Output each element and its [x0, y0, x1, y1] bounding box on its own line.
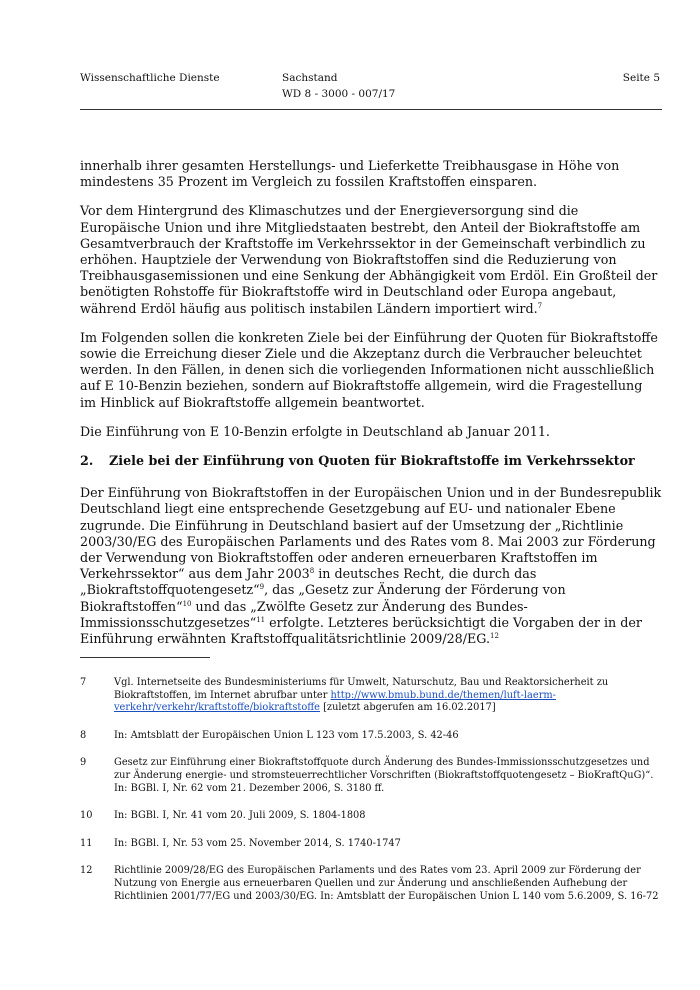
paragraph-4: Die Einführung von E 10-Benzin erfolgte in Deutschland ab Januar 2011.	[80, 423, 550, 439]
main-text	[80, 158, 662, 660]
footnote-number: 10	[80, 810, 93, 822]
footnote-item	[80, 677, 662, 715]
footnote-text-tail: [zuletzt abgerufen am 16.02.2017]	[319, 702, 496, 714]
footnote-link[interactable]: http://www.bmub.bund.de/themen/luft-laerm-verkehr/verkehr/kraftstoffe/biokraftstoffe	[114, 689, 556, 714]
header-doc-number: WD 8 - 3000 - 007/17	[282, 88, 396, 100]
footnote-item	[80, 730, 662, 743]
footnote-ref-7[interactable]: 7	[537, 301, 543, 310]
footnote-number: 11	[80, 837, 93, 849]
footnote-text: In: BGBl. I, Nr. 53 vom 25. November 2014, S. 1740-1747	[114, 837, 401, 849]
section-title: Ziele bei der Einführung von Quoten für Biokraftstoffe im Verkehrssektor	[109, 453, 635, 469]
footnote-item	[80, 810, 662, 823]
paragraph-5	[80, 485, 662, 647]
header-divider	[80, 109, 662, 110]
paragraph-5-text-e: erfolgte. Letzteres berücksichtigt die Vorgaben der in der Einführung erwähnten Kraftstoffqualitätsrichtlinie 2009/28/EG.	[80, 614, 642, 647]
footnote-text	[114, 677, 662, 715]
footnote-text: In: BGBl. I, Nr. 41 vom 20. Juli 2009, S. 1804-1808	[114, 810, 366, 822]
paragraph-1: innerhalb ihrer gesamten Herstellungs- und Lieferkette Treibhausgase in Höhe von mindestens 35 Prozent im Vergleich zu fossilen Kraftstoffen einsparen.	[80, 158, 620, 190]
footnote-text: In: Amtsblatt der Europäischen Union L 123 vom 17.5.2003, S. 42-46	[114, 729, 459, 741]
footnote-item	[80, 865, 662, 903]
footnote-ref-12[interactable]: 12	[490, 631, 499, 640]
paragraph-5-text-a: Der Einführung von Biokraftstoffen in der Europäischen Union und in der Bundesrepublik Deutschland liegt eine entsprechende Gesetzgebung auf EU- und nationaler Ebene zugrunde. Die Einführung in Deutschland basiert auf der Umsetzung der „Richtlinie 2003/30/EG des Europäischen Parlaments und des Rates vom 8. Mai 2003 zur Förderung der Verwendung von Biokraftstoffen oder anderen erneuerbaren Kraftstoffen im Verkehrssektor“ aus dem Jahr 2003	[80, 485, 662, 582]
footnote-number: 9	[80, 757, 87, 769]
header-institution: Wissenschaftliche Dienste	[80, 72, 220, 84]
paragraph-2-text: Vor dem Hintergrund des Klimaschutzes und der Energieversorgung sind die Europäische Union und ihre Mitgliedstaaten bestrebt, den Anteil der Biokraftstoffe am Gesamtverbrauch der Kraftstoffe im Verkehrssektor in der Gemeinschaft verbindlich zu erhöhen. Hauptziele der Verwendung von Biokraftstoffen sind die Reduzierung von Treibhausgasemissionen und eine Senkung der Abhängigkeit vom Erdöl. Ein Großteil der benötigten Rohstoffe für Biokraftstoffe wird in Deutschland oder Europa angebaut, während Erdöl häufig aus politisch instabilen Ländern importiert wird.	[80, 203, 658, 316]
footnote-number: 8	[80, 729, 87, 741]
section-number: 2.	[80, 453, 94, 469]
footnote-number: 7	[80, 677, 87, 688]
paragraph-3: Im Folgenden sollen die konkreten Ziele bei der Einführung der Quoten für Biokraftstoffe sowie die Erreichung dieser Ziele und die Akzeptanz durch die Verbraucher beleuchtet werden. In den Fällen, in denen sich die vorliegenden Informationen nicht ausschließlich auf E 10-Benzin beziehen, sondern auf Biokraftstoffe allgemein, wird die Fragestellung im Hinblick auf Biokraftstoffe allgemein beantwortet.	[80, 329, 658, 410]
section-heading	[80, 453, 662, 469]
footnote-item	[80, 838, 662, 851]
footnote-ref-11[interactable]: 11	[256, 615, 266, 624]
footnote-text-lead: Vgl. Internetseite des Bundesministeriums für Umwelt, Naturschutz, Bau und Reaktorsicherheit zu Biokraftstoffen, im Internet abrufbar unter	[114, 677, 609, 701]
footnote-item	[80, 757, 662, 795]
footnote-ref-10[interactable]: 10	[182, 599, 192, 608]
footnote-divider	[80, 657, 210, 658]
footnote-text: Gesetz zur Einführung einer Biokraftstoffquote durch Änderung des Bundes-Immissionsschutzgesetzes und zur Änderung energie- und stromsteuerrechtlicher Vorschriften (Biokraftstoffquotengesetz – BioKraftQuG)“. In: BGBl. I, Nr. 62 vom 21. Dezember 2006, S. 3180 ff.	[114, 757, 654, 794]
footnotes	[80, 677, 662, 918]
footnote-ref-9[interactable]: 9	[259, 583, 265, 592]
footnote-text: Richtlinie 2009/28/EG des Europäischen Parlaments und des Rates vom 23. April 2009 zur Förderung der Nutzung von Energie aus erneuerbaren Quellen und zur Änderung und anschließenden Aufhebung der Richtlinien 2001/77/EG und 2003/30/EG. In: Amtsblatt der Europäischen Union L 140 vom 5.6.2009, S. 16-72	[114, 865, 659, 902]
header-page-number: Seite 5	[622, 72, 660, 84]
header-doc-type: Sachstand	[282, 72, 338, 84]
header-doc-info	[282, 70, 395, 102]
footnote-number: 12	[80, 865, 93, 877]
footnote-ref-8[interactable]: 8	[309, 567, 315, 576]
paragraph-2	[80, 203, 662, 316]
paragraph-5-text-d: und das „Zwölfte Gesetz zur Änderung des Bundes-Immissionsschutzgesetzes“	[80, 598, 528, 630]
paragraph-5-text-c: , das „Gesetz zur Änderung der Förderung von Biokraftstoffen“	[80, 582, 566, 614]
paragraph-5-text-b: in deutsches Recht, die durch das „Biokraftstoffquotengesetz“	[80, 566, 537, 598]
